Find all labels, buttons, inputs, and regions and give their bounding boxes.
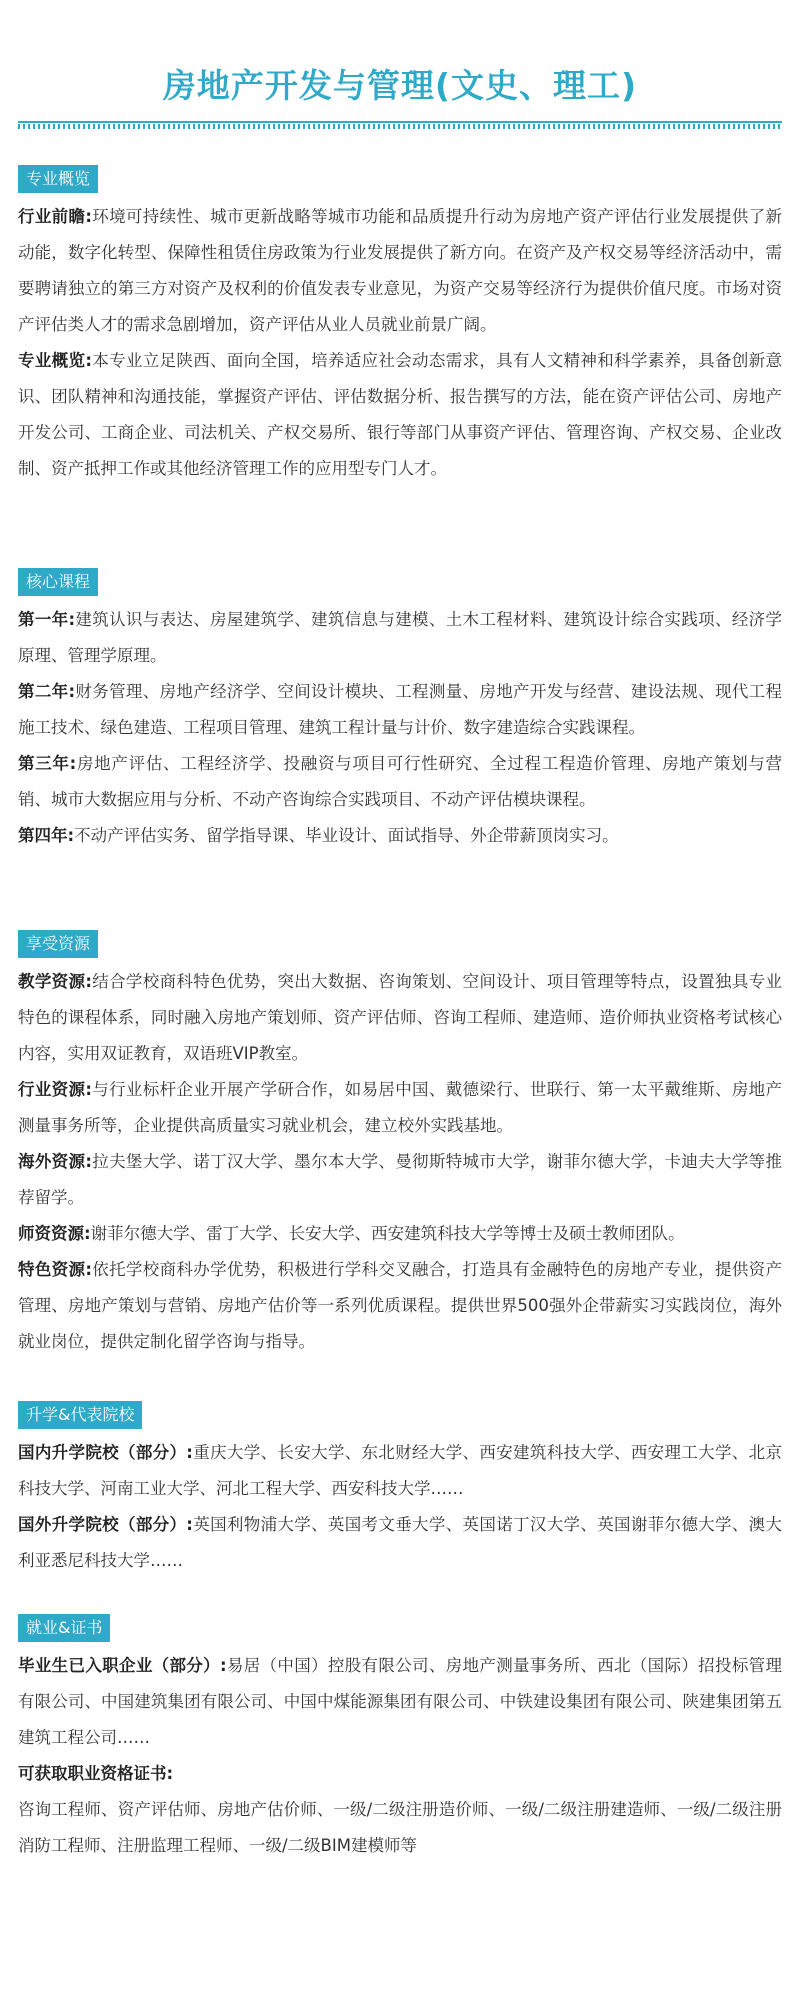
paragraph-label: 第三年: [18, 754, 77, 773]
paragraph-text: 财务管理、房地产经济学、空间设计模块、工程测量、房地产开发与经营、建设法规、现代工程施工技术、绿色建造、工程项目管理、建筑工程计量与计价、数字建造综合实践课程。 [18, 682, 782, 737]
paragraph [18, 818, 782, 854]
paragraph-text: 拉夫堡大学、诺丁汉大学、墨尔本大学、曼彻斯特城市大学，谢菲尔德大学，卡迪夫大学等推荐留学。 [18, 1152, 783, 1207]
section-core-courses [18, 568, 782, 854]
paragraph-label: 师资资源: [18, 1224, 91, 1243]
paragraph [18, 1252, 782, 1360]
paragraph-label: 专业概览: [18, 351, 92, 370]
paragraph [18, 1072, 782, 1144]
paragraph [18, 199, 782, 343]
paragraph-text: 依托学校商科办学优势，积极进行学科交叉融合，打造具有金融特色的房地产专业，提供资产管理、房地产策划与营销、房地产估价等一系列优质课程。提供世界500强外企带薪实习实践岗位，海外就业岗位，提供定制化留学咨询与指导。 [18, 1260, 783, 1351]
paragraph-text: 环境可持续性、城市更新战略等城市功能和品质提升行动为房地产资产评估行业发展提供了新动能，数字化转型、保障性租赁住房政策为行业发展提供了新方向。在资产及产权交易等经济活动中，需要聘请独立的第三方对资产及权利的价值发表专业意见，为资产交易等经济行为提供价值尺度。市场对资产评估类人才的需求急剧增加，资产评估从业人员就业前景广阔。 [18, 207, 783, 334]
paragraph-text: 谢菲尔德大学、雷丁大学、长安大学、西安建筑科技大学等博士及硕士教师团队。 [90, 1224, 685, 1243]
paragraph [18, 964, 782, 1072]
paragraph [18, 1144, 782, 1216]
paragraph-text: 本专业立足陕西、面向全国，培养适应社会动态需求，具有人文精神和科学素养，具备创新意识、团队精神和沟通技能，掌握资产评估、评估数据分析、报告撰写的方法，能在资产评估公司、房地产开发公司、工商企业、司法机关、产权交易所、银行等部门从事资产评估、管理咨询、产权交易、企业改制、资产抵押工作或其他经济管理工作的应用型专门人才。 [18, 351, 783, 478]
paragraph-label: 第四年: [18, 826, 75, 845]
paragraph [18, 1756, 782, 1792]
paragraph-text: 房地产评估、工程经济学、投融资与项目可行性研究、全过程工程造价管理、房地产策划与营销、城市大数据应用与分析、不动产咨询综合实践项目、不动产评估模块课程。 [18, 754, 783, 809]
paragraph [18, 1792, 782, 1864]
section-heading: 核心课程 [18, 568, 98, 596]
section-heading: 升学&代表院校 [18, 1401, 142, 1429]
paragraph-label: 海外资源: [18, 1152, 92, 1171]
paragraph-label: 特色资源: [18, 1260, 92, 1279]
paragraph-text: 咨询工程师、资产评估师、房地产估价师、一级/二级注册造价师、一级/二级注册建造师、一级/二级注册消防工程师、注册监理工程师、一级/二级BIM建模师等 [18, 1800, 782, 1855]
paragraph-text: 英国利物浦大学、英国考文垂大学、英国诺丁汉大学、英国谢菲尔德大学、澳大利亚悉尼科技大学…… [18, 1515, 783, 1570]
paragraph [18, 1507, 782, 1579]
paragraph-text: 重庆大学、长安大学、东北财经大学、西安建筑科技大学、西安理工大学、北京科技大学、河南工业大学、河北工程大学、西安科技大学…… [18, 1443, 783, 1498]
section-heading: 享受资源 [18, 930, 98, 958]
paragraph-text: 易居（中国）控股有限公司、房地产测量事务所、西北（国际）招投标管理有限公司、中国建筑集团有限公司、中国中煤能源集团有限公司、中铁建设集团有限公司、陕建集团第五建筑工程公司…… [18, 1656, 782, 1747]
section-heading: 就业&证书 [18, 1614, 110, 1642]
paragraph-text: 不动产评估实务、留学指导课、毕业设计、面试指导、外企带薪顶岗实习。 [74, 826, 619, 845]
paragraph [18, 1435, 782, 1507]
paragraph-label: 国内升学院校（部分）: [18, 1443, 193, 1462]
section-resources [18, 930, 782, 1360]
title-divider [18, 121, 782, 129]
page-title: 房地产开发与管理(文史、理工) [162, 66, 638, 105]
section-employment-certificates [18, 1614, 782, 1864]
paragraph [18, 746, 782, 818]
paragraph-label: 行业前瞻: [18, 207, 92, 226]
paragraph-label: 国外升学院校（部分）: [18, 1515, 193, 1534]
paragraph-label: 教学资源: [18, 972, 92, 991]
paragraph-text: 结合学校商科特色优势，突出大数据、咨询策划、空间设计、项目管理等特点，设置独具专业特色的课程体系，同时融入房地产策划师、资产评估师、咨询工程师、建造师、造价师执业资格考试核心内容，实用双证教育，双语班VIP教室。 [18, 972, 783, 1063]
paragraph [18, 1648, 782, 1756]
paragraph-label: 行业资源: [18, 1080, 92, 1099]
paragraph-text: 建筑认识与表达、房屋建筑学、建筑信息与建模、土木工程材料、建筑设计综合实践项、经济学原理、管理学原理。 [18, 610, 782, 665]
paragraph-label: 毕业生已入职企业（部分）: [18, 1656, 227, 1675]
section-overview [18, 165, 782, 487]
paragraph [18, 674, 782, 746]
paragraph [18, 343, 782, 487]
section-further-study [18, 1401, 782, 1579]
paragraph-label: 可获取职业资格证书: [18, 1764, 174, 1783]
paragraph-label: 第一年: [18, 610, 76, 629]
paragraph-text: 与行业标杆企业开展产学研合作，如易居中国、戴德梁行、世联行、第一太平戴维斯、房地产测量事务所等，企业提供高质量实习就业机会，建立校外实践基地。 [18, 1080, 783, 1135]
paragraph [18, 1216, 782, 1252]
paragraph [18, 602, 782, 674]
paragraph-label: 第二年: [18, 682, 76, 701]
section-heading: 专业概览 [18, 165, 98, 193]
